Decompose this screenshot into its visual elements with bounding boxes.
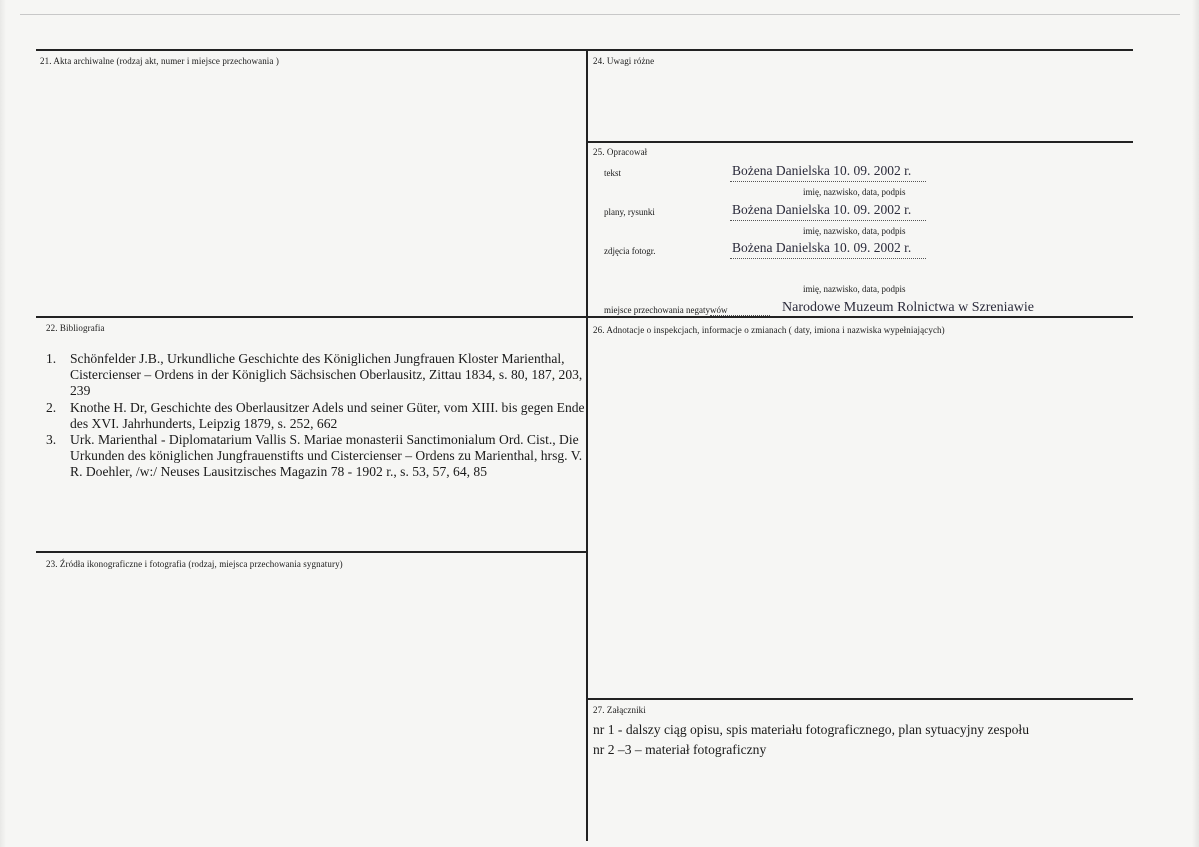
top-rule — [36, 49, 1133, 51]
center-divider — [586, 49, 588, 841]
rule-26-27 — [587, 698, 1133, 700]
negatives-storage-value: Narodowe Muzeum Rolnictwa w Szreniawie — [782, 300, 1034, 315]
rule-24-25 — [587, 141, 1133, 143]
bibliography-list — [46, 351, 586, 481]
section-25-label: 25. Opracował — [593, 147, 648, 157]
rule-21-22 — [36, 316, 587, 318]
attachment-line: nr 1 - dalszy ciąg opisu, spis materiału fotograficznego, plan sytuacyjny zespołu — [593, 722, 1030, 737]
author-signature-photos: Bożena Danielska 10. 09. 2002 r. — [732, 240, 912, 255]
section-21-label: 21. Akta archiwalne (rodzaj akt, numer i miejsce przechowania ) — [40, 56, 279, 66]
bibliography-item-number: 3. — [46, 432, 57, 448]
bibliography-item-text: Knothe H. Dr, Geschichte des Oberlausitzer Adels und seiner Güter, vom XIII. bis gegen Ende des XVI. Jahrhunderts, Leipzig 1879, s. 252, 662 — [70, 399, 585, 431]
section-22-label: 22. Bibliografia — [46, 323, 105, 333]
section-24-label: 24. Uwagi różne — [593, 56, 655, 66]
bibliography-item-number: 1. — [46, 351, 57, 366]
bibliography-item — [46, 432, 586, 481]
negatives-storage-label: miejsce przechowania negatywów — [604, 305, 728, 315]
rule-22-23 — [36, 551, 587, 553]
signature-line — [730, 258, 926, 259]
signature-line — [730, 220, 926, 221]
section-27-label: 27. Załączniki — [593, 705, 646, 715]
row-label-text: tekst — [604, 168, 621, 178]
attachment-line: nr 2 –3 – materiał fotograficzny — [593, 742, 767, 757]
signature-caption: imię, nazwisko, data, podpis — [803, 284, 906, 294]
row-label-drawings: plany, rysunki — [604, 207, 655, 217]
rule-25-26 — [587, 316, 1133, 318]
top-edge-line — [20, 14, 1180, 15]
section-26-label: 26. Adnotacje o inspekcjach, informacje o zmianach ( daty, imiona i nazwiska wypełniających) — [593, 325, 945, 335]
bibliography-item — [46, 351, 586, 400]
signature-caption: imię, nazwisko, data, podpis — [803, 226, 906, 236]
bibliography-item-text: Schönfelder J.B., Urkundliche Geschichte des Königlichen Jungfrauen Kloster Marienthal, Cistercienser – Ordens in der Königlich Sächsischen Oberlausitz, Zittau 1834, s. 80, 187, 203, 239 — [70, 351, 583, 399]
storage-dotted-line — [710, 315, 770, 316]
section-23-label: 23. Źródła ikonograficzne i fotografia (rodzaj, miejsca przechowania sygnatury) — [46, 559, 343, 569]
bibliography-item-number: 2. — [46, 399, 57, 415]
row-label-photos: zdjęcia fotogr. — [604, 246, 656, 256]
bibliography-item — [46, 400, 586, 432]
author-signature-text: Bożena Danielska 10. 09. 2002 r. — [732, 163, 912, 178]
signature-caption: imię, nazwisko, data, podpis — [803, 187, 906, 197]
signature-line — [730, 181, 926, 182]
author-signature-drawings: Bożena Danielska 10. 09. 2002 r. — [732, 202, 912, 217]
bibliography-item-text: Urk. Marienthal - Diplomatarium Vallis S. Mariae monasterii Sanctimonialum Ord. Cist., Die Urkunden des königlichen Jungfrauenstifts und Cistercienser – Ordens zu Marienthal, hrsg. V. R. Doehler, /w:/ Neuses Lausitzisches Magazin 78 - 1902 r., s. 53, 57, 64, 85 — [70, 432, 583, 480]
